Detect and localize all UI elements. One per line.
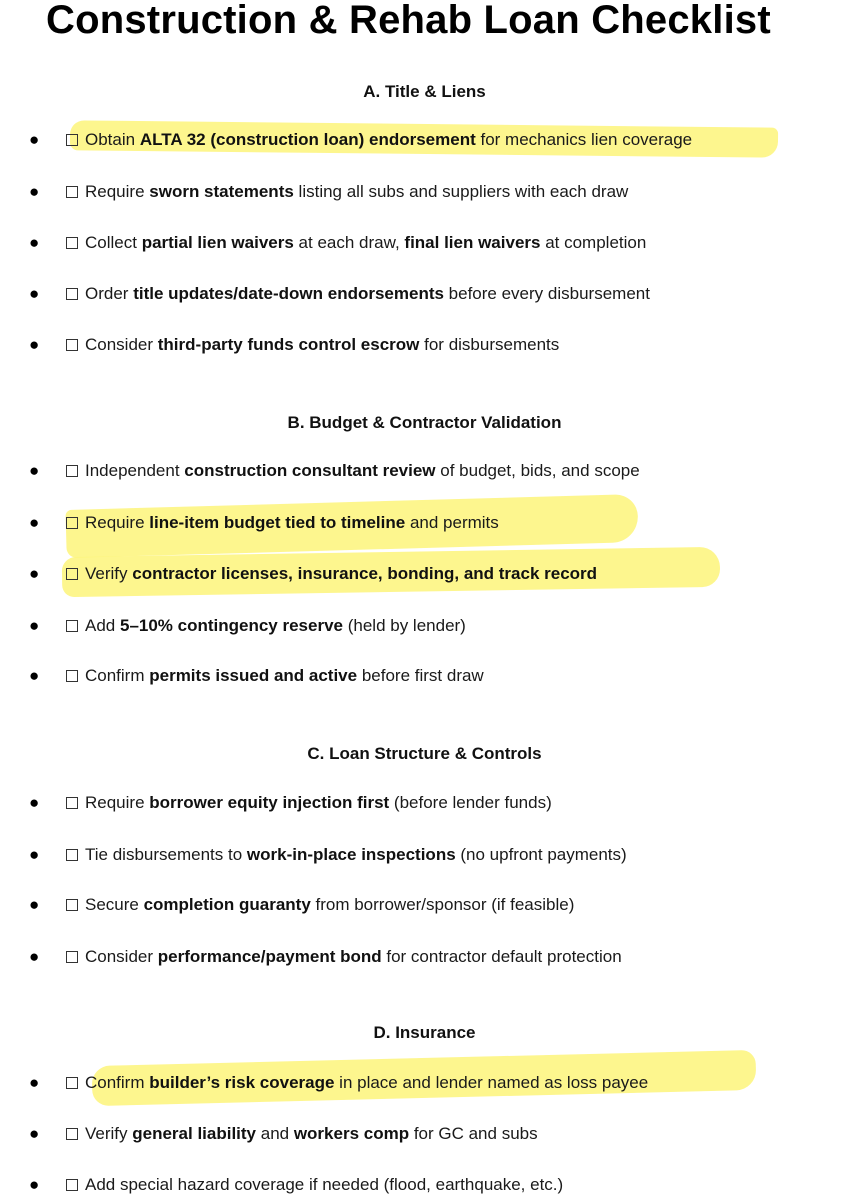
checkbox[interactable] [66, 288, 78, 300]
bullet: ● [29, 666, 40, 685]
checklist-item-lien-waivers: ● Collect partial lien waivers at each draw, final lien waivers at completion [0, 230, 849, 256]
checklist-item-general-liability: ● Verify general liability and workers comp for GC and subs [0, 1121, 849, 1147]
checklist-item-title-updates: ● Order title updates/date-down endorsements before every disbursement [0, 281, 849, 307]
checkbox[interactable] [66, 797, 78, 809]
checklist-item-completion-guaranty: ● Secure completion guaranty from borrower/sponsor (if feasible) [0, 892, 849, 918]
checkbox[interactable] [66, 237, 78, 249]
bullet: ● [29, 616, 40, 635]
checkbox[interactable] [66, 1179, 78, 1191]
bullet: ● [29, 845, 40, 864]
bullet: ● [29, 233, 40, 252]
checklist-item-work-in-place: ● Tie disbursements to work-in-place inspections (no upfront payments) [0, 842, 849, 868]
checkbox[interactable] [66, 1128, 78, 1140]
section-heading-insurance: D. Insurance [373, 1023, 476, 1042]
checklist-item-consultant-review: ● Independent construction consultant review of budget, bids, and scope [0, 458, 849, 484]
checkbox[interactable] [66, 1077, 78, 1089]
checkbox[interactable] [66, 568, 78, 580]
section-heading-title-liens: A. Title & Liens [363, 82, 486, 101]
checklist-item-permits: ● Confirm permits issued and active before first draw [0, 663, 849, 689]
checklist-item-contingency-reserve: ● Add 5–10% contingency reserve (held by lender) [0, 613, 849, 639]
checkbox[interactable] [66, 951, 78, 963]
bullet: ● [29, 793, 40, 812]
bullet: ● [29, 284, 40, 303]
bullet: ● [29, 1175, 40, 1194]
checkbox[interactable] [66, 899, 78, 911]
bullet: ● [29, 461, 40, 480]
checklist-item-sworn-statements: ● Require sworn statements listing all subs and suppliers with each draw [0, 179, 849, 205]
checklist-item-contractor-licenses: ● Verify contractor licenses, insurance, bonding, and track record [0, 561, 849, 587]
bullet: ● [29, 895, 40, 914]
checkbox[interactable] [66, 670, 78, 682]
checklist-item-funds-control: ● Consider third-party funds control escrow for disbursements [0, 332, 849, 358]
checkbox[interactable] [66, 339, 78, 351]
bullet: ● [29, 564, 40, 583]
bullet: ● [29, 182, 40, 201]
checklist-item-line-item-budget: ● Require line-item budget tied to timeline and permits [0, 510, 849, 536]
section-heading-loan-structure: C. Loan Structure & Controls [307, 744, 542, 763]
bullet: ● [29, 335, 40, 354]
checkbox[interactable] [66, 465, 78, 477]
checkbox[interactable] [66, 620, 78, 632]
page-title: Construction & Rehab Loan Checklist [46, 0, 771, 42]
checkbox[interactable] [66, 186, 78, 198]
checkbox[interactable] [66, 517, 78, 529]
bullet: ● [29, 513, 40, 532]
checklist-item-equity-injection: ● Require borrower equity injection first (before lender funds) [0, 790, 849, 816]
checkbox[interactable] [66, 134, 78, 146]
section-heading-budget-contractor: B. Budget & Contractor Validation [287, 413, 562, 432]
checkbox[interactable] [66, 849, 78, 861]
checklist-item-performance-bond: ● Consider performance/payment bond for contractor default protection [0, 944, 849, 970]
bullet: ● [29, 130, 40, 149]
checklist-item-alta-32: ● Obtain ALTA 32 (construction loan) endorsement for mechanics lien coverage [0, 127, 849, 153]
checklist-item-special-hazard: ● Add special hazard coverage if needed (flood, earthquake, etc.) [0, 1172, 849, 1198]
bullet: ● [29, 1073, 40, 1092]
bullet: ● [29, 947, 40, 966]
bullet: ● [29, 1124, 40, 1143]
checklist-item-builders-risk: ● Confirm builder’s risk coverage in place and lender named as loss payee [0, 1070, 849, 1096]
